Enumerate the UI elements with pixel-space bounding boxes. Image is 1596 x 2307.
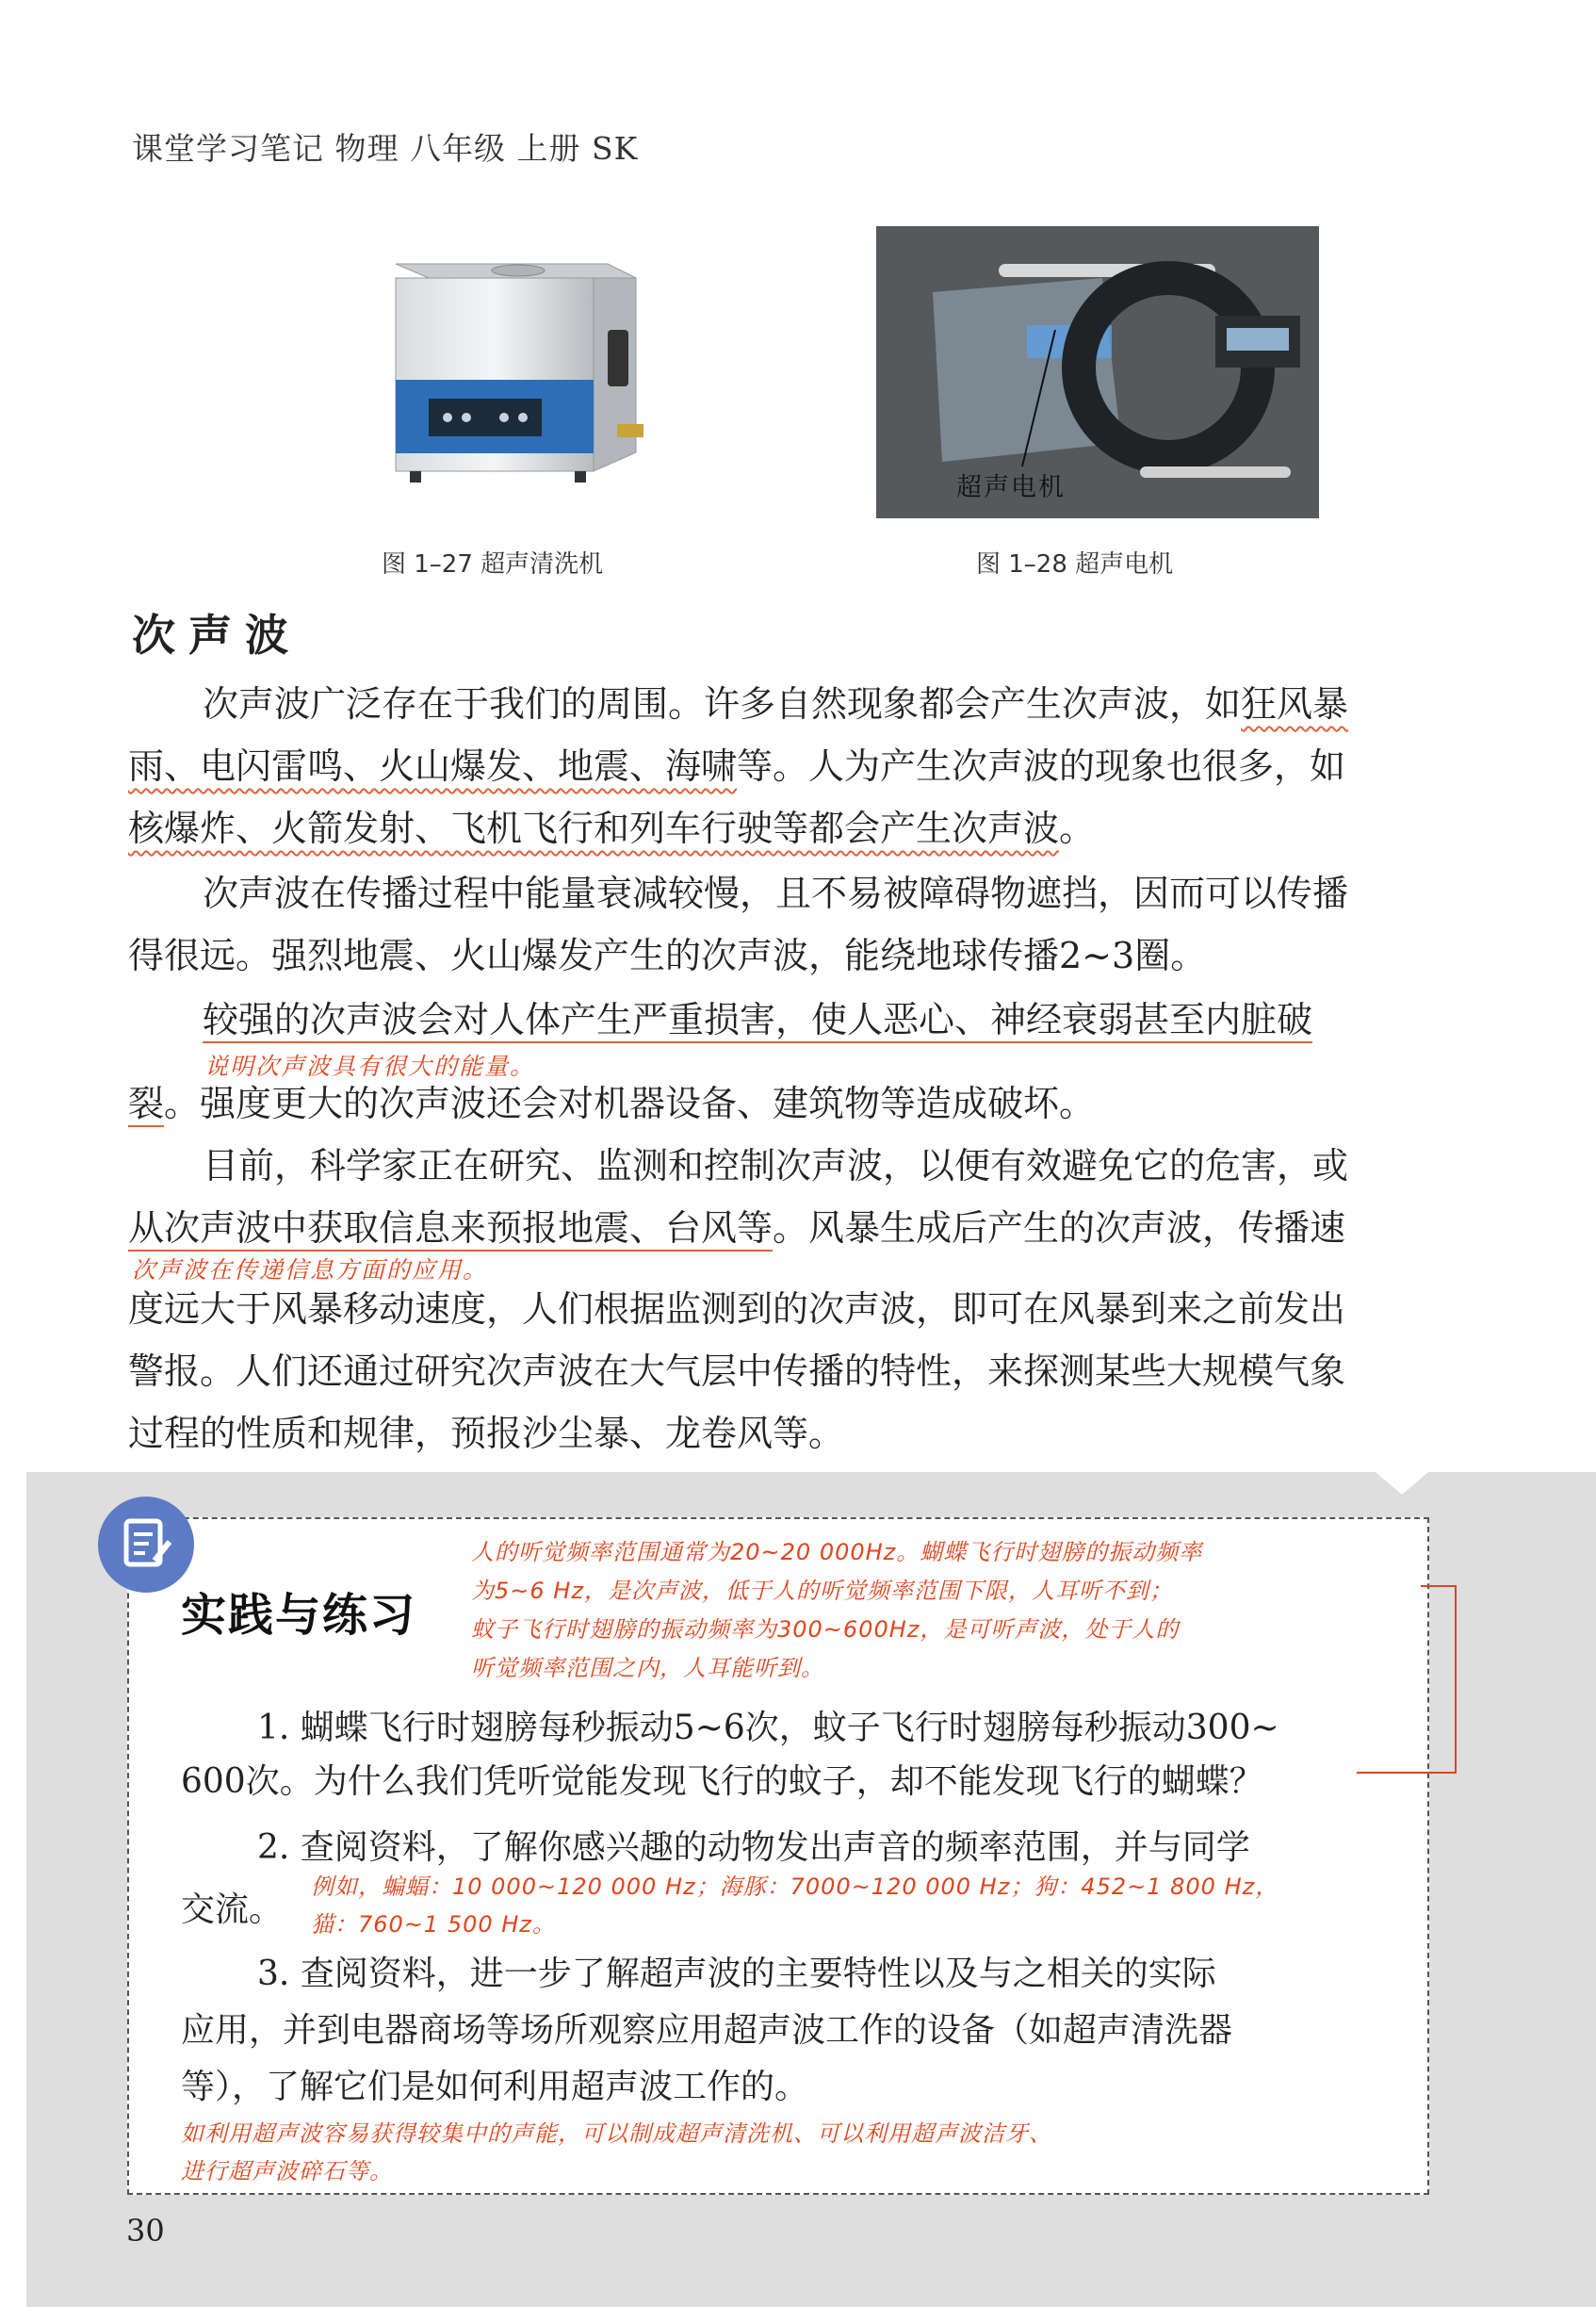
- question-3-line1: 3. 查阅资料，进一步了解超声波的主要特性以及与之相关的实际: [257, 1955, 1216, 1993]
- para4-line2: 从次声波中获取信息来预报地震、台风等。风暴生成后产生的次声波，传播速: [128, 1207, 1346, 1249]
- ultrasonic-motor-image: [876, 226, 1319, 518]
- para4-line3: 度远大于风暴移动速度，人们根据监测到的次声波，即可在风暴到来之前发出: [128, 1288, 1346, 1330]
- para2-line1: 次声波在传播过程中能量衰减较慢，且不易被障碍物遮挡，因而可以传播: [203, 873, 1349, 914]
- ultrasonic-cleaner-image: [377, 240, 650, 490]
- question-2-note-line2: 猫：760~1 500 Hz。: [311, 1911, 556, 1938]
- para4-line5: 过程的性质和规律，预报沙尘暴、龙卷风等。: [128, 1413, 845, 1454]
- para3-line2: 裂。强度更大的次声波还会对机器设备、建筑物等造成破坏。: [128, 1083, 1096, 1124]
- note-arrow-bottom: [1357, 1772, 1457, 1774]
- practice-tab-notch: [1376, 1472, 1428, 1495]
- para4-line1: 目前，科学家正在研究、监测和控制次声波，以便有效避免它的危害，或: [203, 1145, 1349, 1186]
- section-title-infrasound: 次声波: [132, 610, 301, 661]
- question-3-line2: 应用，并到电器商场等场所观察应用超声波工作的设备（如超声清洗器: [181, 2011, 1233, 2050]
- figure-1-27-caption: 图 1–27 超声清洗机: [382, 550, 604, 579]
- question-2-line2: 交流。: [181, 1890, 284, 1929]
- question-1-line1: 1. 蝴蝶飞行时翅膀每秒振动5~6次，蚊子飞行时翅膀每秒振动300~: [257, 1709, 1279, 1747]
- handwritten-note-energy: 说明次声波具有很大的能量。: [204, 1053, 536, 1080]
- page-header: 课堂学习笔记 物理 八年级 上册 SK: [132, 130, 639, 167]
- para4-line4: 警报。人们还通过研究次声波在大气层中传播的特性，来探测某些大规模气象: [128, 1350, 1346, 1392]
- page-number: 30: [126, 2213, 165, 2249]
- practice-note-line3: 蚊子飞行时翅膀的振动频率为300~600Hz，是可听声波，处于人的: [471, 1616, 1180, 1643]
- para1-line2: 雨、电闪雷鸣、火山爆发、地震、海啸等。人为产生次声波的现象也很多，如: [128, 745, 1346, 787]
- note-arrow-vertical: [1455, 1585, 1457, 1774]
- para3-line1: 较强的次声波会对人体产生严重损害，使人恶心、神经衰弱甚至内脏破: [203, 999, 1313, 1040]
- question-3-line3: 等），了解它们是如何利用超声波工作的。: [181, 2068, 809, 2106]
- question-2-line1: 2. 查阅资料，了解你感兴趣的动物发出声音的频率范围，并与同学: [257, 1828, 1250, 1867]
- para2-line2: 得很远。强烈地震、火山爆发产生的次声波，能绕地球传播2~3圈。: [128, 935, 1207, 976]
- note-arrow-top: [1421, 1585, 1457, 1587]
- handwritten-note-information: 次声波在传递信息方面的应用。: [132, 1256, 489, 1284]
- para1-line3: 核爆炸、火箭发射、飞机飞行和列车行驶等都会产生次声波。: [128, 808, 1096, 849]
- practice-note-line4: 听觉频率范围之内，人耳能听到。: [471, 1655, 824, 1681]
- figure-1-28-caption: 图 1–28 超声电机: [976, 550, 1174, 579]
- practice-note-line1: 人的听觉频率范围通常为20~20 000Hz。蝴蝶飞行时翅膀的振动频率: [471, 1539, 1203, 1565]
- question-3-note-line2: 进行超声波碎石等。: [181, 2158, 393, 2184]
- question-2-note-line1: 例如，蝙蝠：10 000~120 000 Hz；海豚：7000~120 000 Hz；狗：452~1 800 Hz，: [311, 1873, 1279, 1900]
- ultrasonic-motor-label: 超声电机: [956, 473, 1066, 502]
- question-1-line2: 600次。为什么我们凭听觉能发现飞行的蚊子，却不能发现飞行的蝴蝶？: [181, 1762, 1263, 1801]
- practice-note-line2: 为5~6 Hz，是次声波，低于人的听觉频率范围下限，人耳听不到；: [471, 1578, 1173, 1604]
- notebook-edit-icon: [98, 1497, 194, 1593]
- question-3-note-line1: 如利用超声波容易获得较集中的声能，可以制成超声清洗机、可以利用超声波洁牙、: [181, 2120, 1052, 2147]
- para1-line1: 次声波广泛存在于我们的周围。许多自然现象都会产生次声波，如狂风暴: [203, 683, 1349, 725]
- practice-title: 实践与练习: [181, 1589, 417, 1642]
